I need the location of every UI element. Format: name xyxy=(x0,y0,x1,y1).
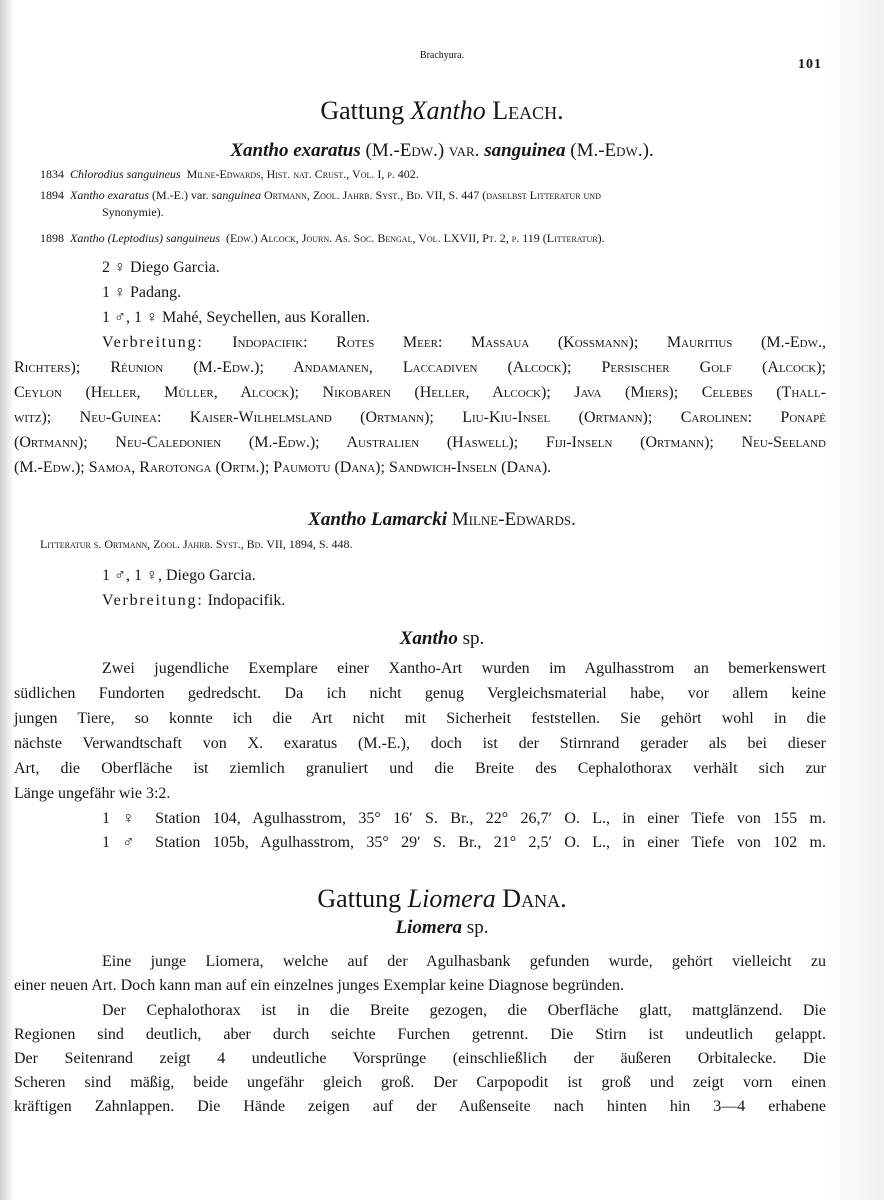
species-author: Milne-Edwards. xyxy=(447,509,576,530)
paragraph-line: Der Cephalothorax ist in die Breite gezogen, die Oberfläche glatt, mattglänzend. Die xyxy=(102,1002,826,1019)
literature-reference: Litteratur s. Ortmann, Zool. Jahrb. Syst., Bd. VII, 1894, S. 448. xyxy=(40,537,353,551)
variety-author: (M.-Edw.). xyxy=(565,140,654,161)
specimen-entry: 1 ♂, 1 ♀ Mahé, Seychellen, aus Korallen. xyxy=(102,309,370,326)
species-qualifier: sp. xyxy=(457,628,485,649)
page-scan-edge xyxy=(0,0,14,1200)
literature-entry xyxy=(40,167,419,182)
distribution-line: (Ortmann); Neu-Caledonien (M.-Edw.); Australien (Haswell); Fiji-Inseln (Ortmann); Neu-Seeland xyxy=(14,434,826,451)
lit-year: 1834 xyxy=(40,167,64,181)
lit-citation: Ortmann, Zool. Jahrb. Syst., Bd. VII, S. 447 (daselbst Litteratur und xyxy=(261,188,601,202)
heading-prefix: Gattung xyxy=(317,884,408,913)
lit-taxon: Xantho exaratus xyxy=(70,188,149,202)
paragraph-line: Der Seitenrand zeigt 4 undeutliche Vorsprünge (einschließlich der äußeren Orbitalecke. Die xyxy=(14,1050,826,1067)
genus-author: Leach. xyxy=(485,96,564,125)
species-heading-exaratus xyxy=(0,140,884,162)
literature-entry xyxy=(40,188,830,203)
distribution-line xyxy=(102,334,826,352)
lit-author: (M.-E.) var. xyxy=(149,188,212,202)
distribution-line: Ceylon (Heller, Müller, Alcock); Nikobaren (Heller, Alcock); Java (Miers); Celebes (Thall- xyxy=(14,384,826,401)
lit-citation: (Edw.) Alcock, Journ. As. Soc. Bengal, Vol. LXVII, Pt. 2, p. 119 (Litteratur). xyxy=(226,231,605,245)
genus-heading-xantho xyxy=(0,96,884,126)
genus-name: Xantho xyxy=(410,96,486,125)
paragraph-line: Eine junge Liomera, welche auf der Agulhasbank gefunden wurde, gehört vielleicht zu xyxy=(102,953,826,970)
species-name: Xantho exaratus xyxy=(230,140,361,161)
paragraph-line: Länge ungefähr wie 3:2. xyxy=(14,785,171,802)
heading-prefix: Gattung xyxy=(320,96,411,125)
paragraph-line: Regionen sind deutlich, aber durch seichte Furchen getrennt. Die Stirn ist undeutlich gelappt. xyxy=(14,1026,826,1043)
species-heading-lamarcki xyxy=(0,509,884,531)
species-name: Liomera xyxy=(395,917,463,938)
species-author: (M.-Edw.) var. xyxy=(360,140,485,161)
species-name: Xantho xyxy=(399,628,458,649)
paragraph-line: Art, die Oberfläche ist ziemlich granuliert und die Breite des Cephalothorax verhält sich zur xyxy=(14,760,826,777)
lit-year: 1898 xyxy=(40,231,64,245)
paragraph-line: einer neuen Art. Doch kann man auf ein einzelnes junges Exemplar keine Diagnose begründen. xyxy=(14,977,625,994)
paragraph-line: Scheren sind mäßig, beide ungefähr gleich groß. Der Carpopodit ist groß und zeigt vorn einen xyxy=(14,1074,826,1091)
specimen-entry: 1 ♀ Padang. xyxy=(102,284,182,301)
species-heading-liomera-sp xyxy=(0,917,884,939)
distribution-line: (M.-Edw.); Samoa, Rarotonga (Ortm.); Paumotu (Dana); Sandwich-Inseln (Dana). xyxy=(14,459,552,476)
lit-variety: sanguinea xyxy=(211,188,261,202)
specimen-entry: 2 ♀ Diego Garcia. xyxy=(102,259,220,276)
paragraph-line: Zwei jugendliche Exemplare einer Xantho-Art wurden im Agulhasstrom an bemerkenswert xyxy=(102,660,826,677)
genus-name: Liomera xyxy=(407,884,496,913)
lit-taxon: Chlorodius sanguineus xyxy=(70,167,181,181)
distribution-line: Richters); Réunion (M.-Edw.); Andamanen, Laccadiven (Alcock); Persischer Golf (Alcock); xyxy=(14,359,826,376)
variety-name: sanguinea xyxy=(484,140,566,161)
genus-heading-liomera xyxy=(0,884,884,914)
distribution-label: Verbreitung: xyxy=(102,334,204,351)
lit-year: 1894 xyxy=(40,188,64,202)
distribution-line xyxy=(102,592,285,610)
paragraph-line: kräftigen Zahnlappen. Die Hände zeigen auf der Außenseite nach hinten hin 3—4 erhabene xyxy=(14,1098,826,1115)
species-heading-xantho-sp xyxy=(0,628,884,650)
station-entry: 1 ♀ Station 104, Agulhasstrom, 35° 16′ S. Br., 22° 26,7′ O. L., in einer Tiefe von 155 m. xyxy=(102,810,826,827)
distribution-text: Indopacifik: Rotes Meer: Massaua (Kossmann); Mauritius (M.-Edw., xyxy=(232,334,827,351)
literature-continuation: Synonymie). xyxy=(102,205,164,219)
genus-author: Dana. xyxy=(495,884,567,913)
page-number: 101 xyxy=(798,57,822,72)
distribution-text: Indopacifik. xyxy=(203,592,286,609)
literature-entry xyxy=(40,231,605,246)
distribution-line: witz); Neu-Guinea: Kaiser-Wilhelmsland (Ortmann); Liu-Kiu-Insel (Ortmann); Carolinen: Ponapé xyxy=(14,409,826,426)
page-scan-edge-right xyxy=(824,0,884,1200)
lit-citation: Milne-Edwards, Hist. nat. Crust., Vol. I, p. 402. xyxy=(186,167,419,181)
distribution-label: Verbreitung: xyxy=(102,592,204,609)
paragraph-line: jungen Tiere, so konnte ich die Art nicht mit Sicherheit feststellen. Sie gehört wohl in die xyxy=(14,710,826,727)
station-entry: 1 ♂ Station 105b, Agulhasstrom, 35° 29′ S. Br., 21° 2,5′ O. L., in einer Tiefe von 102 m. xyxy=(102,834,826,851)
lit-taxon: Xantho (Leptodius) sanguineus xyxy=(70,231,220,245)
species-name: Xantho Lamarcki xyxy=(308,509,447,530)
specimen-entry: 1 ♂, 1 ♀, Diego Garcia. xyxy=(102,567,256,584)
paragraph-line: südlichen Fundorten gedredscht. Da ich nicht genug Vergleichsmaterial habe, vor allem keine xyxy=(14,685,826,702)
paragraph-line: nächste Verwandtschaft von X. exaratus (M.-E.), doch ist der Stirnrand gerader als bei dieser xyxy=(14,735,826,752)
species-qualifier: sp. xyxy=(462,917,489,938)
running-head: Brachyura. xyxy=(419,50,465,61)
